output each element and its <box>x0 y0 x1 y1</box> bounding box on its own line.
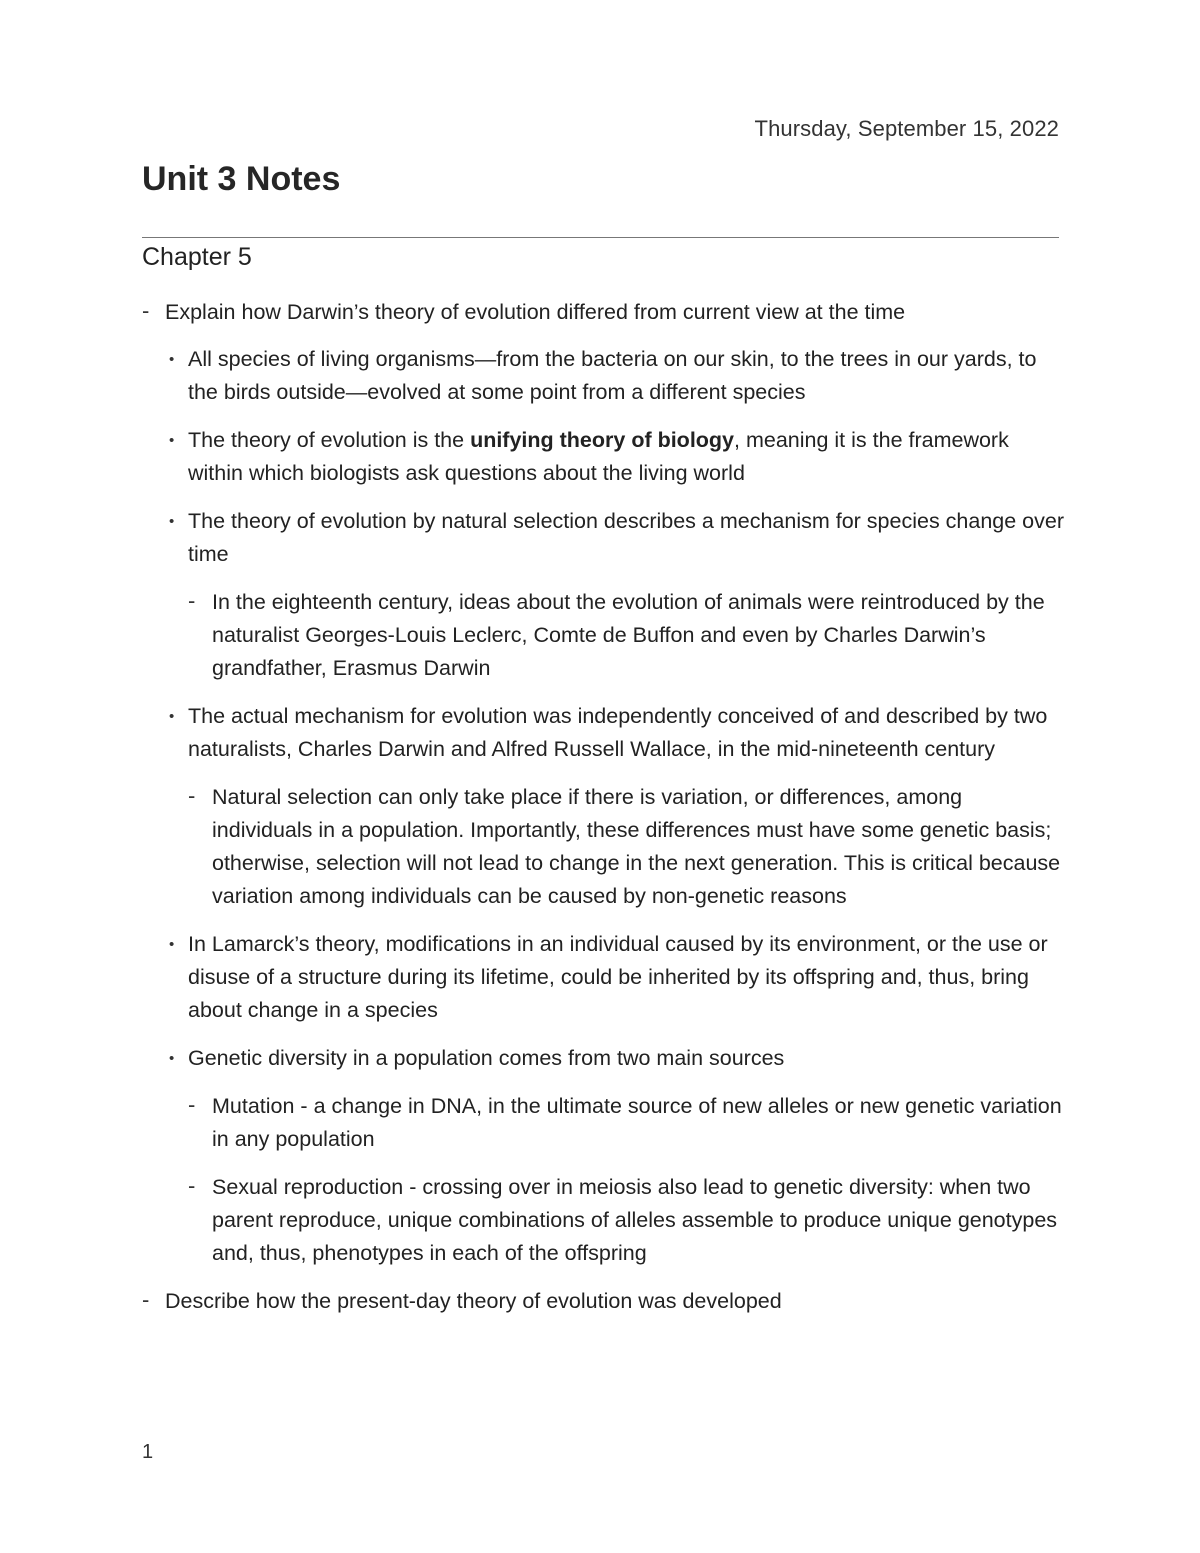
title-divider <box>142 237 1059 238</box>
dash-marker: - <box>188 783 196 808</box>
dash-marker: - <box>188 1092 196 1117</box>
bullet-marker: • <box>169 936 175 953</box>
dash-marker: - <box>142 1287 150 1312</box>
list-item-text: The theory of evolution by natural selection describes a mechanism for species change over time <box>188 509 1064 566</box>
bullet-marker: • <box>169 432 175 449</box>
bullet-marker: • <box>169 351 175 368</box>
list-item-text: , meaning it is the framework within which biologists ask questions about the living world <box>188 428 1009 485</box>
list-item-text: Genetic diversity in a population comes from two main sources <box>188 1046 785 1070</box>
list-item-natural-selection <box>142 505 1067 571</box>
bold-term: unifying theory of biology <box>470 428 735 452</box>
list-item-text: Mutation - a change in DNA, in the ultimate source of new alleles or new genetic variation in any population <box>212 1094 1062 1151</box>
chapter-heading: Chapter 5 <box>142 243 252 271</box>
list-item-variation <box>142 781 1067 913</box>
page-title: Unit 3 Notes <box>142 160 341 198</box>
list-item-text: The theory of evolution is the <box>188 428 471 452</box>
list-item-lamarck <box>142 928 1067 1027</box>
dash-marker: - <box>142 298 150 323</box>
list-item-genetic-diversity <box>142 1042 1067 1075</box>
document-date: Thursday, September 15, 2022 <box>754 116 1059 141</box>
list-item-text: Describe how the present-day theory of evolution was developed <box>165 1289 782 1313</box>
list-item-text: Explain how Darwin’s theory of evolution differed from current view at the time <box>165 300 906 324</box>
list-item-text: In Lamarck’s theory, modifications in an individual caused by its environment, or the use or disuse of a structure during its lifetime, could be inherited by its offspring and, thus, bring about change in a species <box>188 932 1048 1022</box>
notes-list <box>142 296 1067 1332</box>
bullet-marker: • <box>169 708 175 725</box>
list-item-text: In the eighteenth century, ideas about the evolution of animals were reintroduced by the naturalist Georges-Louis Leclerc, Comte de Buffon and even by Charles Darwin’s grandfather, Erasmus Darwin <box>212 590 1045 680</box>
bullet-marker: • <box>169 513 175 530</box>
list-item-explain <box>142 296 1067 329</box>
list-item-actual-mechanism <box>142 700 1067 766</box>
bullet-marker: • <box>169 1050 175 1067</box>
list-item-unifying-theory <box>142 424 1067 490</box>
list-item-text: Sexual reproduction - crossing over in meiosis also lead to genetic diversity: when two parent reproduce, unique combinations of alleles assemble to produce unique genotypes and, thus, phenotypes in each of the offspring <box>212 1175 1058 1265</box>
list-item-mutation <box>142 1090 1067 1156</box>
list-item-text: The actual mechanism for evolution was independently conceived of and described by two naturalists, Charles Darwin and Alfred Russell Wallace, in the mid-nineteenth century <box>188 704 1048 761</box>
page-number: 1 <box>142 1441 154 1463</box>
dash-marker: - <box>188 588 196 613</box>
list-item-sexual-reproduction <box>142 1171 1067 1270</box>
list-item-eighteenth-century <box>142 586 1067 685</box>
list-item-all-species <box>142 343 1067 409</box>
list-item-describe <box>142 1285 1067 1318</box>
dash-marker: - <box>188 1173 196 1198</box>
list-item-text: Natural selection can only take place if there is variation, or differences, among individuals in a population. Importantly, these differences must have some genetic basis; otherwise, selection will not lead to change in the next generation. This is critical because variation among individuals can be caused by non-genetic reasons <box>212 785 1061 908</box>
list-item-text: All species of living organisms—from the bacteria on our skin, to the trees in our yards, to the birds outside—evolved at some point from a different species <box>188 347 1037 404</box>
